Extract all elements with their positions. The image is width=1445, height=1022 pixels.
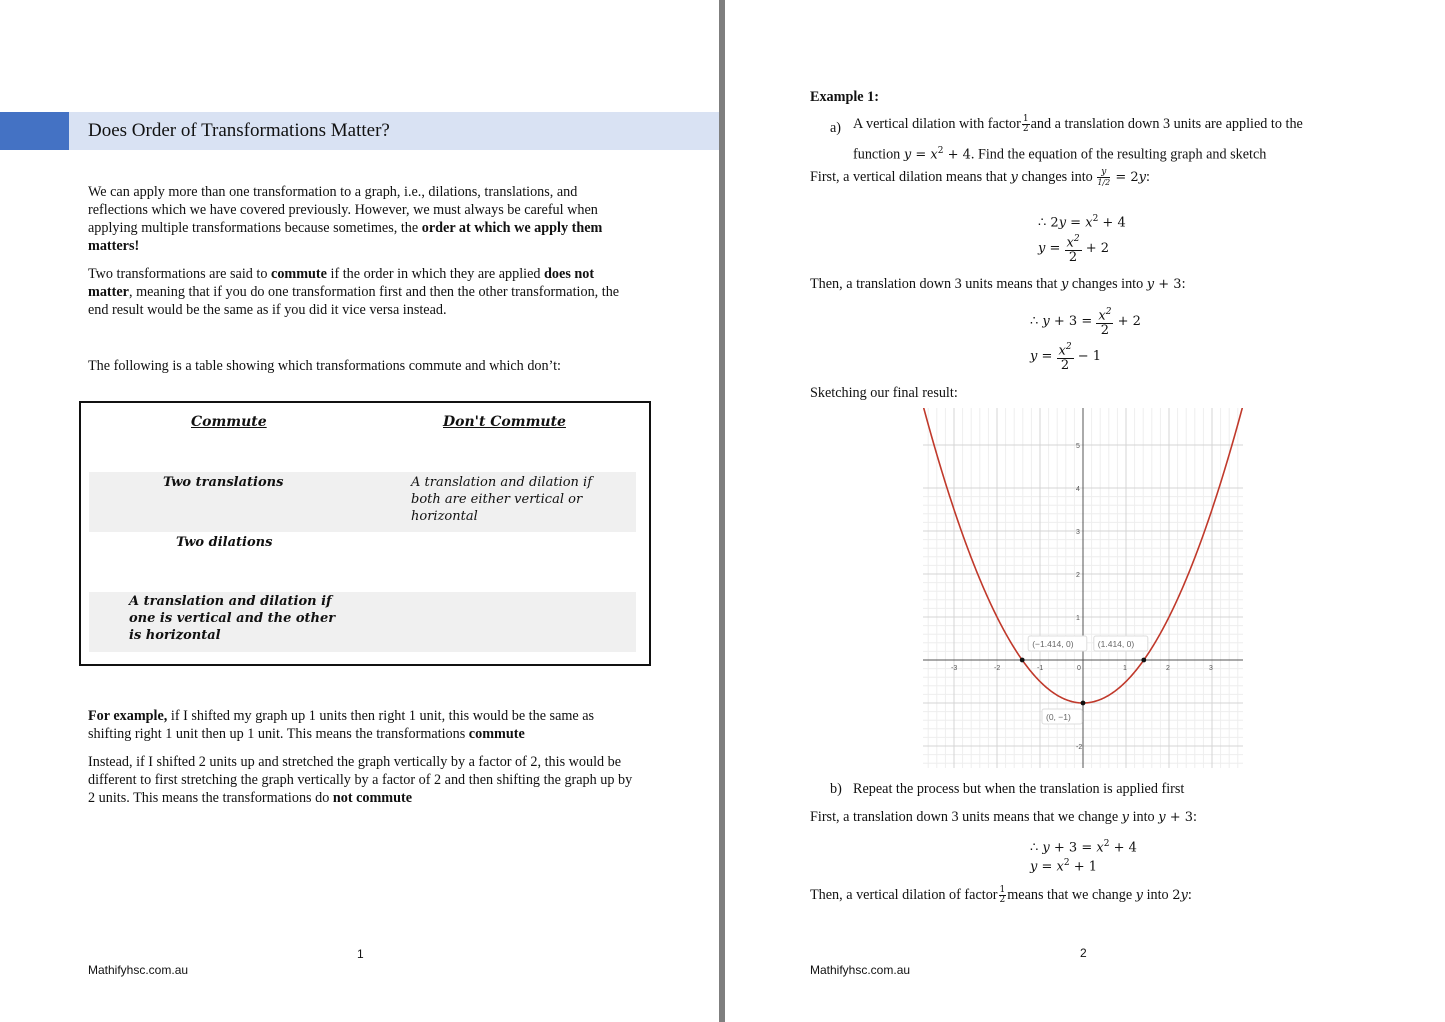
equation-3: ∴ y + 3 = $\frac{x^2}{2}$ + 2: [1030, 307, 1141, 339]
intro-emphasis: order at which we apply them matters!: [88, 220, 603, 254]
step-text: into: [1146, 887, 1169, 903]
example-emphasis: commute: [468, 726, 525, 742]
step-text: means that we change: [1007, 887, 1133, 903]
step-text: changes into: [1021, 169, 1093, 185]
x-tick-label: -1: [1037, 665, 1044, 672]
example-text: Instead, if I shifted 2 units up and stretched the graph vertically by a factor of 2, this would be different to first stretching the graph vertically by a factor of 2 and then shifting the graph up by 2 units. This means the transformations do: [88, 754, 633, 806]
y-tick-label: 5: [1076, 443, 1080, 450]
step-1: First, a vertical dilation means that y changes into $\frac{y}{1/2}$ = 2y:: [810, 167, 1150, 188]
page-2: [725, 0, 1445, 1022]
fraction-half: $\frac{1}{2}$: [1022, 114, 1029, 135]
equation-1: ∴ $2y = x^2 + 4$: [1038, 214, 1126, 231]
question-a-line2: function $y = x^2 + 4$. Find the equation of the resulting graph and sketch: [853, 146, 1267, 163]
question-text: and a translation down 3 units are applied to the: [1030, 116, 1303, 132]
x-tick-label: -2: [994, 665, 1001, 672]
step-4: Then, a vertical dilation of factor $\frac{1}{2}$ means that we change y into 2y:: [810, 885, 1192, 906]
step-text: First, a vertical dilation means that: [810, 169, 1007, 185]
y-tick-label: -2: [1076, 744, 1083, 751]
page-1: [0, 0, 719, 1022]
question-text: function: [853, 146, 901, 163]
y-tick-label: 1: [1076, 615, 1080, 622]
sketch-label: Sketching our final result:: [810, 385, 958, 401]
commute-definition: [88, 265, 638, 319]
x-tick-label: 1: [1123, 665, 1127, 672]
question-text: . Find the equation of the resulting graph and sketch: [970, 146, 1267, 163]
commute-table: [79, 401, 651, 666]
graph-point: [1020, 658, 1025, 663]
footer-site: Mathifyhsc.com.au: [88, 963, 189, 977]
point-label: (0, −1): [1046, 712, 1071, 722]
table-intro: The following is a table showing which transformations commute and which don’t:: [88, 358, 561, 374]
x-tick-label: 0: [1077, 665, 1081, 672]
example-text: if I shifted my graph up 1 units then right 1 unit, this would be the same as shifting right 1 unit then up 1 unit. This means the transformations: [88, 708, 595, 742]
table-header-dont-commute: Don't Commute: [443, 414, 566, 430]
step-text: changes into: [1071, 276, 1144, 292]
example-title: Example 1:: [810, 89, 879, 105]
step-text: Then, a vertical dilation of factor: [810, 887, 998, 903]
table-header-commute: Commute: [191, 414, 267, 430]
definition-text: if the order in which they are applied: [326, 266, 545, 282]
question-a-label: a): [830, 120, 842, 136]
equation-2: y = $\frac{x^2}{2}$ + 2: [1038, 234, 1110, 266]
x-tick-label: 2: [1166, 665, 1170, 672]
parabola-graph: [923, 408, 1243, 768]
table-cell-commute-3: A translation and dilation if one is vertical and the other is horizontal: [129, 594, 336, 643]
question-b-label: b): [830, 781, 842, 797]
y-tick-label: 3: [1076, 529, 1080, 536]
table-cell-commute-1: Two translations: [163, 475, 284, 490]
step-text: into: [1132, 809, 1155, 825]
page-number: 2: [1080, 946, 1087, 960]
fraction-y-over-half: $\frac{y}{1/2}$: [1097, 167, 1111, 188]
definition-text: , meaning that if you do one transformation first and then the other transformation, the end result would be the same as if you did it vice versa instead.: [88, 284, 620, 318]
definition-emphasis: does not matter: [88, 266, 595, 300]
page-number: 1: [357, 947, 364, 961]
point-label: (1.414, 0): [1097, 639, 1135, 649]
x-tick-label: -3: [951, 665, 958, 672]
example-lead: For example,: [88, 708, 168, 724]
title-accent: [0, 112, 69, 150]
example-commute: [88, 707, 628, 743]
intro-text: We can apply more than one transformation to a graph, i.e., dilations, translations, and reflections which we have covered previously. However, we must always be careful when applying multiple transformations because sometimes, the: [88, 184, 598, 236]
definition-text: Two transformations are said to: [88, 266, 272, 282]
x-tick-label: 3: [1209, 665, 1213, 672]
graph-point: [1141, 658, 1146, 663]
equation-6: $y = x^2 + 1$: [1030, 858, 1098, 875]
step-text: Then, a translation down 3 units means that: [810, 276, 1058, 292]
step-2: Then, a translation down 3 units means that y changes into y + 3:: [810, 276, 1186, 292]
equation-4: y = $\frac{x^2}{2}$ − 1: [1030, 342, 1102, 374]
y-tick-label: 4: [1076, 486, 1080, 493]
y-tick-label: 2: [1076, 572, 1080, 579]
example-not-commute: [88, 753, 638, 807]
equation-5: ∴ $y + 3 = x^2 + 4$: [1030, 839, 1137, 856]
table-cell-dont-commute-1: A translation and dilation if both are either vertical or horizontal: [411, 475, 593, 524]
definition-term: commute: [271, 266, 327, 282]
graph-point: [1081, 701, 1086, 706]
step-text: First, a translation down 3 units means that we change: [810, 809, 1119, 825]
fraction-half: $\frac{1}{2}$: [999, 885, 1006, 906]
step-3: First, a translation down 3 units means that we change y into y + 3:: [810, 809, 1197, 825]
page-title: Does Order of Transformations Matter?: [88, 120, 390, 141]
question-b-text: Repeat the process but when the translation is applied first: [853, 781, 1185, 797]
question-text: A vertical dilation with factor: [853, 116, 1021, 132]
point-label: (−1.414, 0): [1032, 639, 1074, 649]
question-a-line1: [853, 115, 1353, 134]
intro-paragraph: [88, 183, 628, 255]
table-cell-commute-2: Two dilations: [176, 535, 273, 550]
footer-site: Mathifyhsc.com.au: [810, 963, 911, 977]
example-emphasis: not commute: [332, 790, 413, 806]
